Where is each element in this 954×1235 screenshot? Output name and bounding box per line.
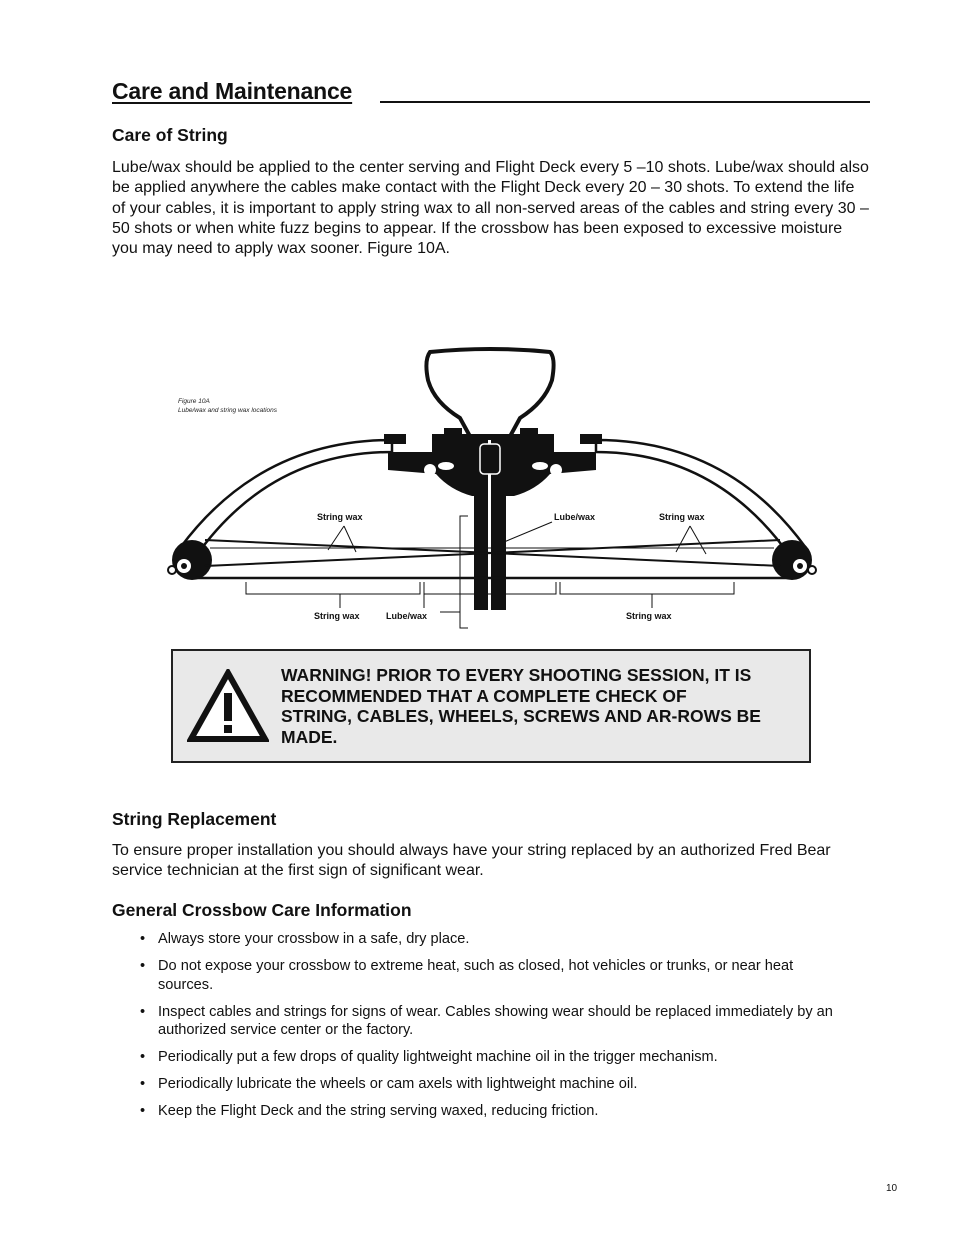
paragraph-string-replacement: To ensure proper installation you should always have your string replaced by an authorized Fred Bear service technician at the first sign of significant wear. [112,842,831,880]
bullet-dot: • [140,1103,146,1119]
heading-care-of-string: Care of String [112,125,228,145]
title-rule [380,101,870,103]
cam-left [168,540,212,580]
list-item [140,1003,840,1040]
label-string-wax-bottom-left: String wax [314,611,360,621]
list-item-text: Always store your crossbow in a safe, dry place. [158,931,470,947]
heading-string-replacement: String Replacement [112,809,277,829]
list-item-text: Do not expose your crossbow to extreme heat, such as closed, hot vehicles or trunks, or near heat sources. [158,958,794,993]
crossbow-diagram [160,340,830,640]
paragraph-care-of-string: Lube/wax should be applied to the center serving and Flight Deck every 5 –10 shots. Lube/wax should also be applied anywhere the cables make contact with the Flight Deck every 20 – 30 shots. To extend the life of your cables, it is important to apply string wax to all non-served areas of the cables and string every 30 – 50 shots or when white fuzz begins to appear. If the crossbow has been exposed to excessive moisture you may need to apply wax sooner. Figure 10A. [112,159,869,258]
label-lube-wax-top: Lube/wax [554,512,596,522]
bullet-dot: • [140,1049,146,1065]
list-item-text: Inspect cables and strings for signs of wear. Cables showing wear should be replaced immediately by an authorized service center or the factory. [158,1003,833,1038]
label-string-wax-top-right: String wax [659,512,705,522]
list-item [140,930,840,949]
heading-general-care: General Crossbow Care Information [112,900,412,920]
care-list [140,930,840,1129]
list-item [140,1075,840,1094]
cam-right [772,540,816,580]
warning-triangle-icon [187,669,269,743]
page-title: Care and Maintenance [112,78,353,104]
list-item [140,957,840,994]
figure-caption-title: Figure 10A [178,398,210,405]
label-string-wax-top-left: String wax [317,512,363,522]
label-lube-wax-bottom: Lube/wax [386,611,428,621]
list-item [140,1102,840,1121]
list-item-text: Periodically put a few drops of quality lightweight machine oil in the trigger mechanism. [158,1049,718,1065]
warning-text: WARNING! PRIOR TO EVERY SHOOTING SESSION, IT IS RECOMMENDED THAT A COMPLETE CHECK OF STRING, CABLES, WHEELS, SCREWS AND AR-ROWS BE MADE. [281,665,761,747]
warning-box [171,649,811,763]
bullet-dot: • [140,1076,146,1092]
page-number: 10 [886,1183,898,1194]
bullet-dot: • [140,958,146,974]
label-string-wax-bottom-right: String wax [626,611,672,621]
list-item [140,1048,840,1067]
list-item-text: Periodically lubricate the wheels or cam axels with lightweight machine oil. [158,1076,638,1092]
crossbow-stock [426,349,553,440]
figure-caption-subtitle: Lube/wax and string wax locations [178,407,278,414]
list-item-text: Keep the Flight Deck and the string serving waxed, reducing friction. [158,1103,599,1119]
limb-left [180,440,392,556]
limb-right [596,440,806,556]
bullet-dot: • [140,931,146,947]
bullet-dot: • [140,1003,146,1020]
